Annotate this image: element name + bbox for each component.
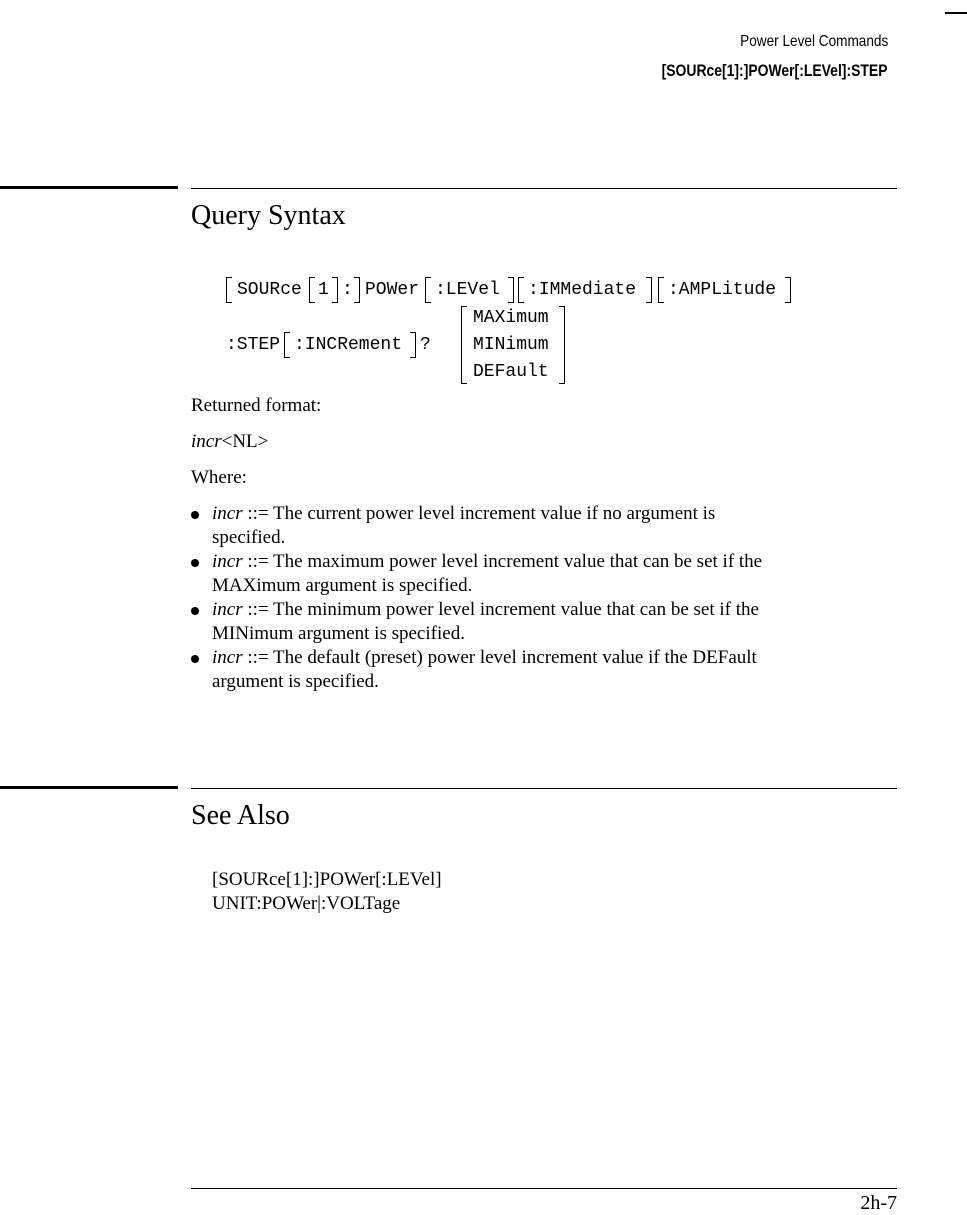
syntax-colon: :	[342, 280, 353, 300]
query-syntax-heading: Query Syntax	[191, 200, 346, 231]
running-header-title: Power Level Commands	[739, 33, 888, 50]
list-item	[191, 598, 891, 646]
bullet-icon	[191, 511, 199, 519]
bracket-open	[226, 277, 232, 303]
bullet-var: incr	[212, 647, 243, 668]
bracket-close	[410, 332, 416, 358]
bullet-text: ::= The maximum power level increment value that can be set if the	[242, 551, 763, 572]
section-rule-thin	[191, 188, 897, 189]
list-item	[191, 646, 891, 694]
see-also-item: UNIT:POWer|:VOLTage	[212, 893, 401, 914]
bracket-close	[354, 277, 360, 303]
where-label: Where:	[191, 467, 247, 488]
bullet-text-cont: MINimum argument is specified.	[212, 623, 465, 644]
bracket-close	[785, 277, 791, 303]
bullet-text: ::= The minimum power level increment value that can be set if the	[242, 599, 759, 620]
options-bracket-open	[461, 306, 467, 384]
bullet-text-cont: specified.	[212, 527, 286, 548]
bullet-var: incr	[212, 551, 243, 572]
option-default: DEFault	[473, 362, 549, 382]
bullet-icon	[191, 655, 199, 663]
section-rule-thick	[0, 186, 178, 189]
syntax-one: 1	[318, 280, 329, 300]
syntax-power: POWer	[365, 280, 420, 300]
returned-format-var: incr	[191, 431, 222, 452]
bullet-icon	[191, 559, 199, 567]
list-item	[191, 502, 891, 550]
returned-format-value	[191, 431, 268, 453]
bracket-open	[309, 277, 315, 303]
see-also-heading: See Also	[191, 800, 290, 831]
bracket-open	[284, 332, 290, 358]
syntax-increment: :INCRement	[294, 335, 403, 355]
syntax-level: :LEVel	[435, 280, 500, 300]
returned-format-label: Returned format:	[191, 395, 322, 416]
returned-format-suffix: <NL>	[221, 431, 269, 452]
bullet-text: ::= The current power level increment value if no argument is	[242, 503, 716, 524]
bracket-open	[425, 277, 431, 303]
syntax-step: :STEP	[226, 335, 281, 355]
syntax-qmark: ?	[420, 335, 431, 355]
bracket-open	[518, 277, 524, 303]
option-minimum: MINimum	[473, 335, 549, 355]
bracket-close	[508, 277, 514, 303]
bracket-close	[332, 277, 338, 303]
return-value-list	[191, 502, 891, 694]
page-number: 2h-7	[860, 1192, 897, 1214]
bullet-text: ::= The default (preset) power level increment value if the DEFault	[242, 647, 757, 668]
syntax-amplitude: :AMPLitude	[668, 280, 777, 300]
bullet-text-cont: argument is specified.	[212, 671, 379, 692]
bracket-close	[646, 277, 652, 303]
corner-mark	[945, 12, 967, 14]
syntax-source: SOURce	[237, 280, 302, 300]
bullet-text-cont: MAXimum argument is specified.	[212, 575, 473, 596]
options-bracket-close	[559, 306, 565, 384]
footer-rule	[191, 1188, 897, 1189]
syntax-immediate: :IMMediate	[528, 280, 637, 300]
section-rule-thick	[0, 786, 178, 789]
see-also-item: [SOURce[1]:]POWer[:LEVel]	[212, 869, 442, 890]
option-maximum: MAXimum	[473, 308, 549, 328]
list-item	[191, 550, 891, 598]
bullet-var: incr	[212, 599, 243, 620]
bracket-open	[658, 277, 664, 303]
running-header-command: [SOURce[1]:]POWer[:LEVel]:STEP	[662, 61, 888, 80]
bullet-var: incr	[212, 503, 243, 524]
bullet-icon	[191, 607, 199, 615]
section-rule-thin	[191, 788, 897, 789]
